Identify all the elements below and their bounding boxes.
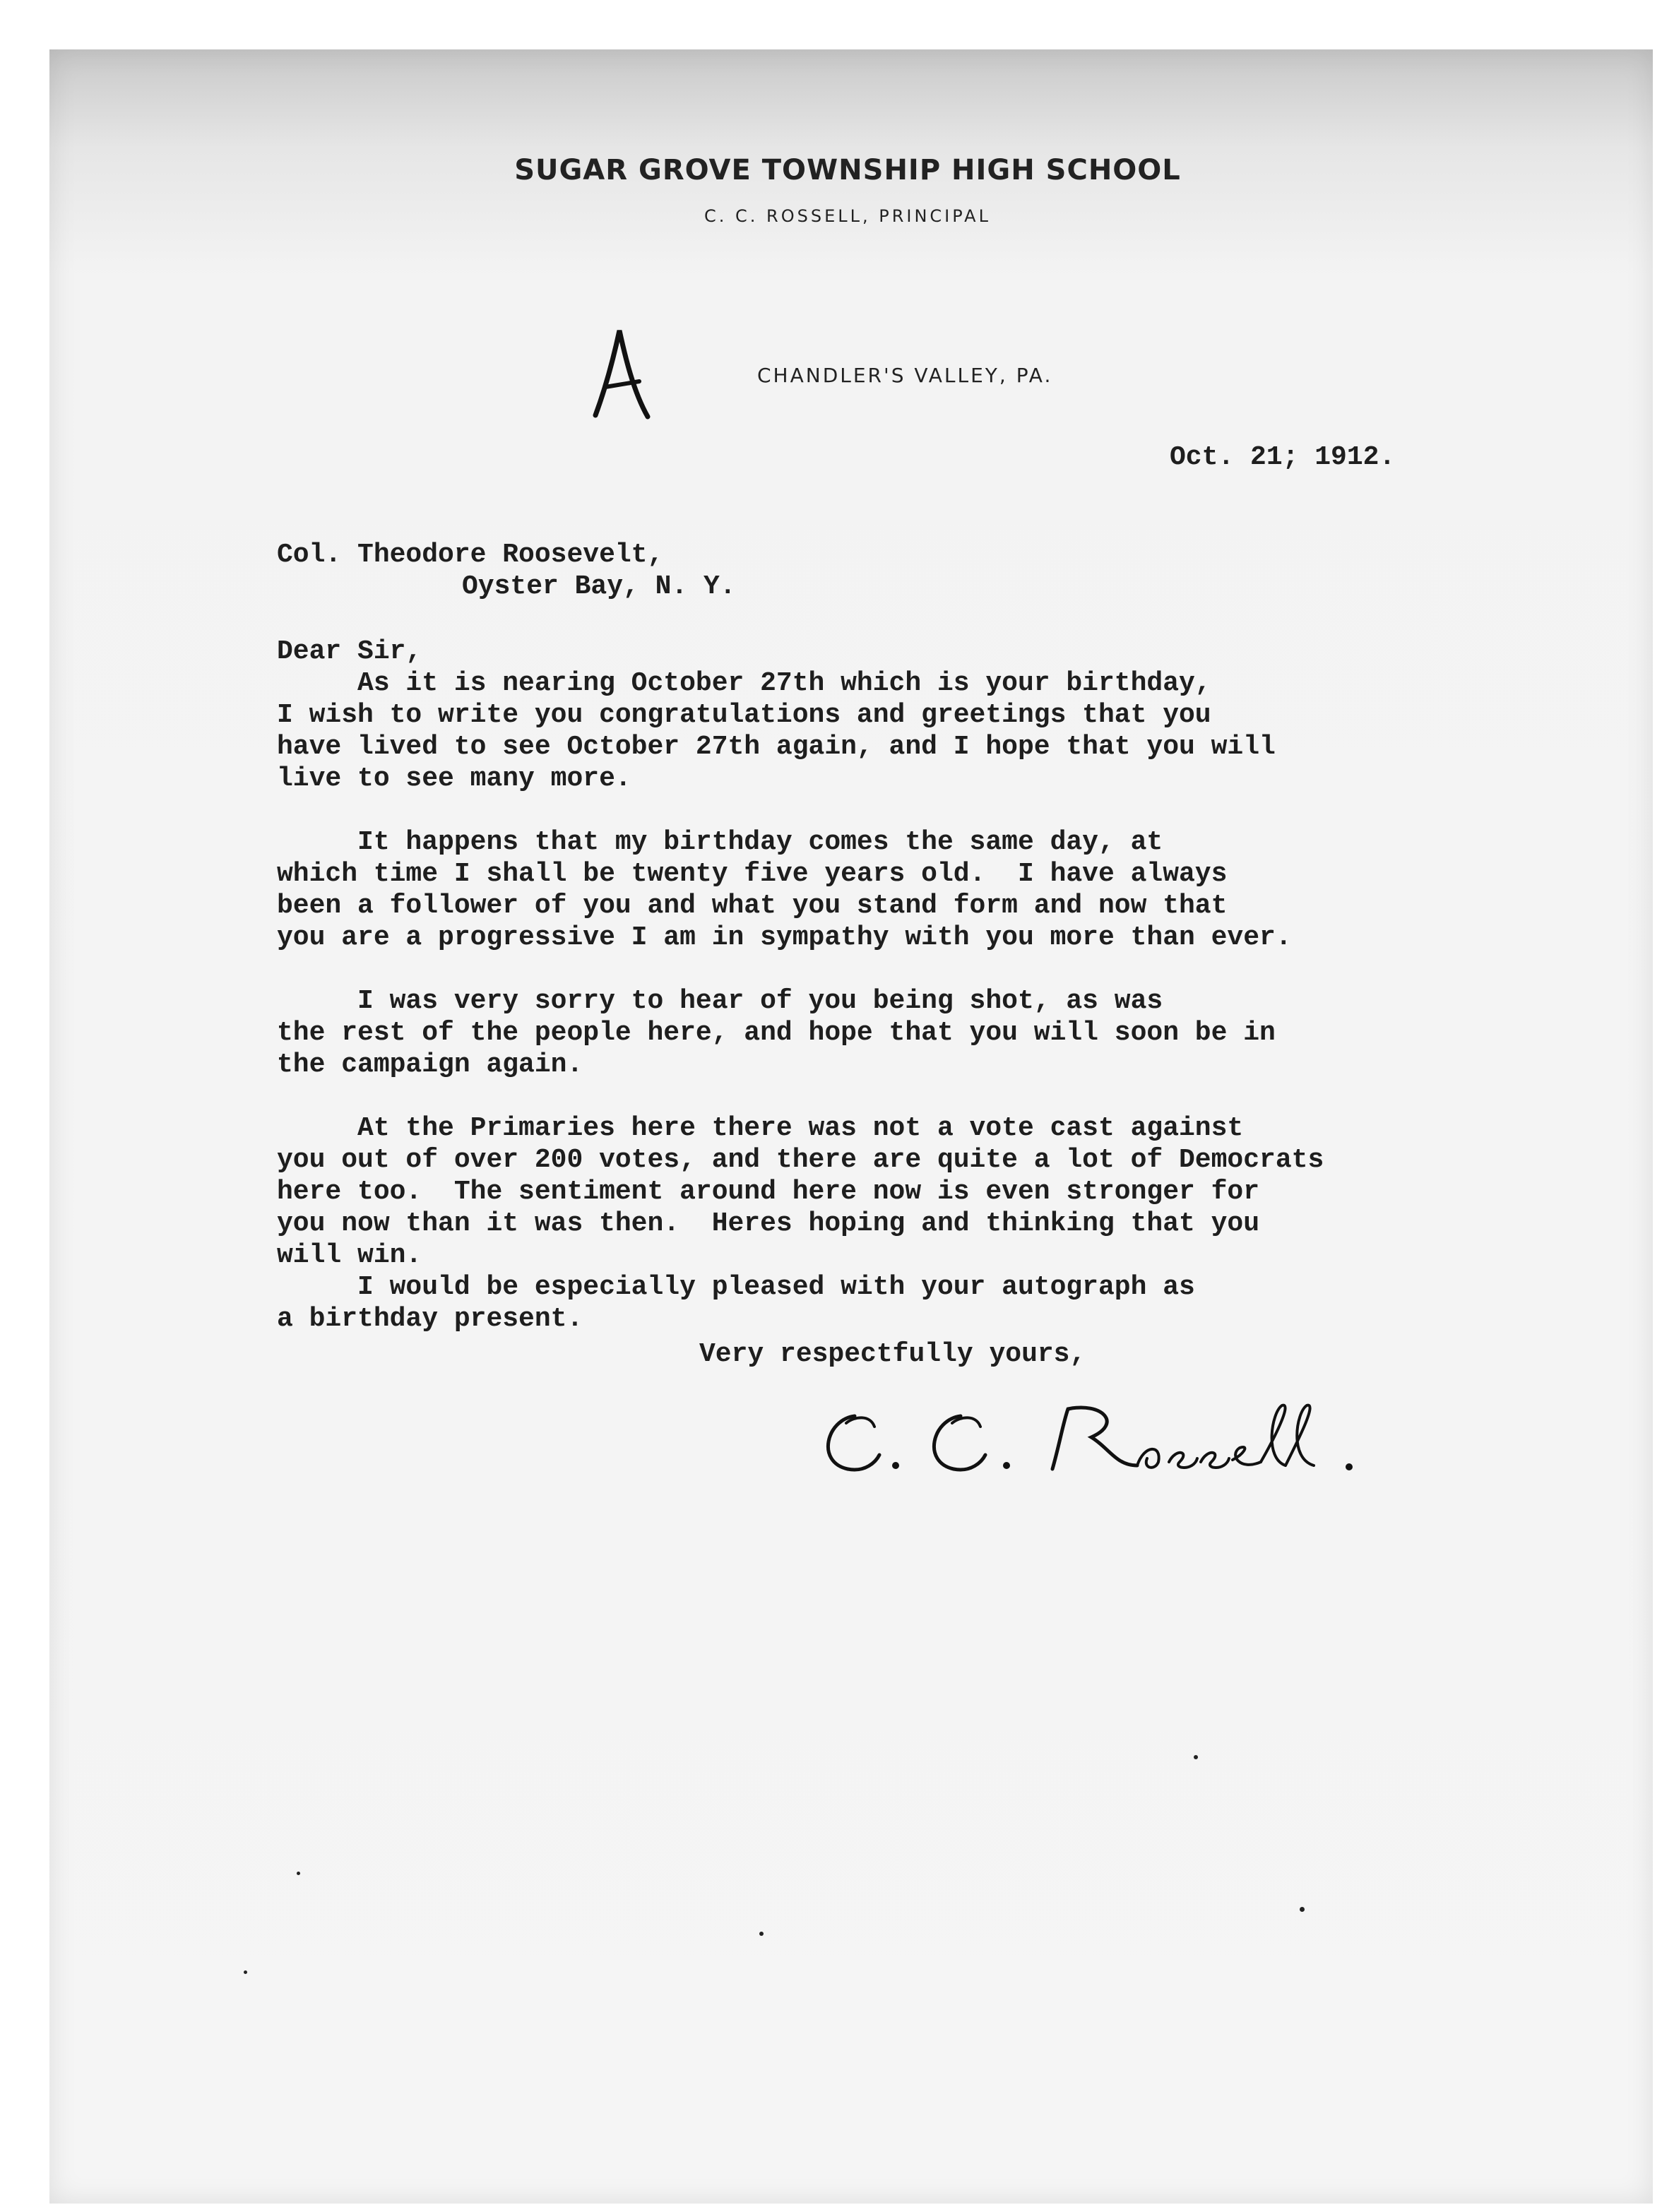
- body-line: the rest of the people here, and hope that you will soon be in: [277, 1018, 1276, 1048]
- body-line: you are a progressive I am in sympathy with you more than ever.: [277, 922, 1292, 953]
- letter-date: Oct. 21; 1912.: [1170, 442, 1396, 472]
- letterhead-location: CHANDLER'S VALLEY, PA.: [757, 364, 1053, 387]
- closing: Very respectfully yours,: [699, 1339, 1086, 1369]
- recipient-address: Oyster Bay, N. Y.: [462, 571, 736, 602]
- paper-speck: [297, 1872, 300, 1875]
- body-line: I was very sorry to hear of you being shot, as was: [277, 986, 1163, 1016]
- salutation: Dear Sir,: [277, 636, 422, 667]
- body-line: the campaign again.: [277, 1049, 583, 1080]
- recipient-name: Col. Theodore Roosevelt,: [277, 540, 664, 570]
- body-line: At the Primaries here there was not a vote cast against: [277, 1113, 1244, 1143]
- body-line: live to see many more.: [277, 763, 631, 794]
- body-line: here too. The sentiment around here now is even stronger for: [277, 1177, 1260, 1207]
- body-line: I would be especially pleased with your autograph as: [277, 1272, 1195, 1302]
- letterhead-principal: C. C. ROSSELL, PRINCIPAL: [704, 206, 991, 226]
- body-line: will win.: [277, 1240, 422, 1271]
- body-line: As it is nearing October 27th which is your birthday,: [277, 668, 1211, 698]
- paper-speck: [1300, 1907, 1305, 1912]
- body-line: a birthday present.: [277, 1304, 583, 1334]
- signature-image: [805, 1395, 1413, 1487]
- paper-speck: [244, 1970, 247, 1974]
- body-line: I wish to write you congratulations and greetings that you: [277, 700, 1211, 730]
- letterhead-school-name: SUGAR GROVE TOWNSHIP HIGH SCHOOL: [514, 154, 1181, 186]
- body-line: you now than it was then. Heres hoping and thinking that you: [277, 1208, 1260, 1239]
- handwritten-a-mark: [590, 325, 653, 424]
- body-line: you out of over 200 votes, and there are quite a lot of Democrats: [277, 1145, 1324, 1175]
- body-line: It happens that my birthday comes the same day, at: [277, 827, 1163, 857]
- paper-speck: [1194, 1755, 1198, 1759]
- paper-speck: [759, 1932, 764, 1936]
- body-line: which time I shall be twenty five years old. I have always: [277, 859, 1228, 889]
- body-line: have lived to see October 27th again, and I hope that you will: [277, 732, 1276, 762]
- body-line: been a follower of you and what you stand form and now that: [277, 891, 1228, 921]
